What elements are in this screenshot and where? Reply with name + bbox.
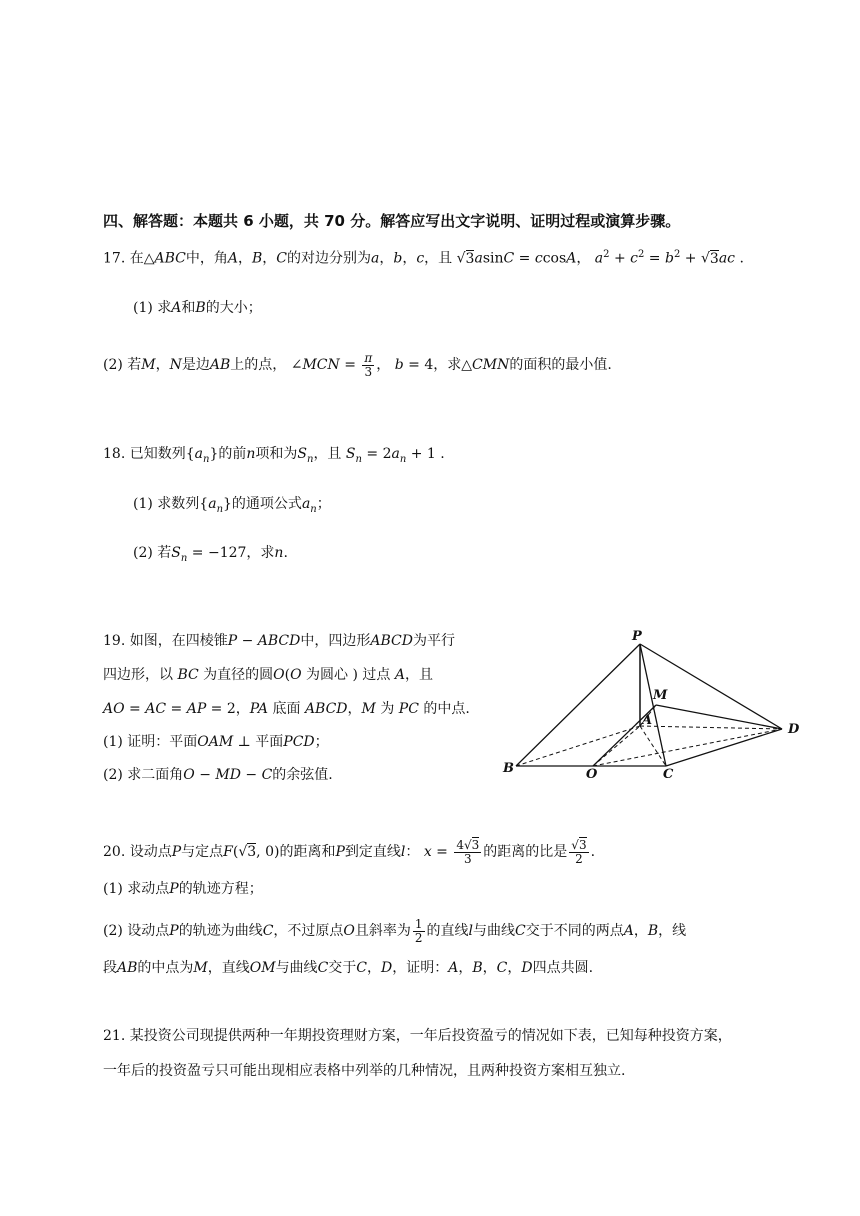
q19-line2: 四边形，以 BC 为直径的圆O(O 为圆心 ) 过点 A，且: [103, 667, 433, 683]
q18-part1: (1) 求数列$\{a_n\}$的通项公式$a_n$；: [133, 496, 331, 515]
q17-stem: 17. 在△ABC中，角A，B，C的对边分别为a，b，c，且 √3asinC = ccosA， $a^2 + c^2 = b^2 + √3ac$ .: [103, 249, 744, 267]
q20-stem: 20. 设动点P与定点F(√3, 0)的距离和P到定直线l： x = $\frac{4√3}{3}$ 的距离的比是 $\frac{√3}{2}$ .: [103, 838, 596, 866]
q21-line2: 一年后的投资盈亏只可能出现相应表格中列举的几种情况，且两种投资方案相互独立.: [103, 1063, 626, 1079]
q17-part2: (2) 若M，N是边AB上的点， ∠MCN = $\frac{\pi}{3}$ ， b = 4，求△CMN的面积的最小值.: [103, 351, 612, 379]
q20-part2-line1: (2) 设动点P的轨迹为曲线C，不过原点O且斜率为 $\frac{1}{2}$ 的直线l与曲线C交于不同的两点A，B，线: [103, 917, 687, 945]
edge-PC: [640, 644, 666, 766]
label-A: A: [642, 713, 653, 728]
q19-part1: (1) 证明：平面OAM ⊥ 平面PCD；: [103, 734, 329, 750]
edge-CD: [666, 729, 782, 766]
pyramid-figure: [498, 626, 808, 786]
edge-AD: [640, 726, 782, 729]
section-title: 四、解答题：本题共 6 小题，共 70 分。解答应写出文字说明、证明过程或演算步骤。: [103, 212, 681, 230]
edge-OA: [593, 726, 640, 766]
q19-part2: (2) 求二面角O − MD − C的余弦值.: [103, 767, 333, 783]
q21-line1: 21. 某投资公司现提供两种一年期投资理财方案，一年后投资盈亏的情况如下表，已知每种投资方案，: [103, 1028, 732, 1044]
q18-part2: (2) 若$S_n = -127$，求n.: [133, 545, 288, 564]
q19-line3: AO = AC = AP = 2，PA 底面 ABCD，M 为 PC 的中点.: [103, 701, 470, 717]
label-O: O: [586, 767, 598, 782]
label-B: B: [503, 761, 514, 776]
q18-stem: 18. 已知数列$\{a_n\}$的前n项和为$S_n$，且 $S_n = 2a_n + 1$ .: [103, 446, 445, 465]
edge-PB: [516, 644, 640, 766]
label-P: P: [632, 629, 642, 644]
edge-OD: [593, 729, 782, 766]
q20-part2-line2: 段AB的中点为M，直线OM与曲线C交于C，D，证明：A，B，C，D四点共圆.: [103, 960, 594, 976]
q20-part1: (1) 求动点P的轨迹方程；: [103, 881, 263, 897]
label-C: C: [663, 767, 674, 782]
q17-part1: (1) 求A和B的大小；: [133, 300, 262, 316]
label-D: D: [788, 722, 800, 737]
edge-PD: [640, 644, 782, 729]
q19-line1: 19. 如图，在四棱锥P − ABCD中，四边形ABCD为平行: [103, 633, 455, 649]
label-M: M: [653, 688, 668, 703]
